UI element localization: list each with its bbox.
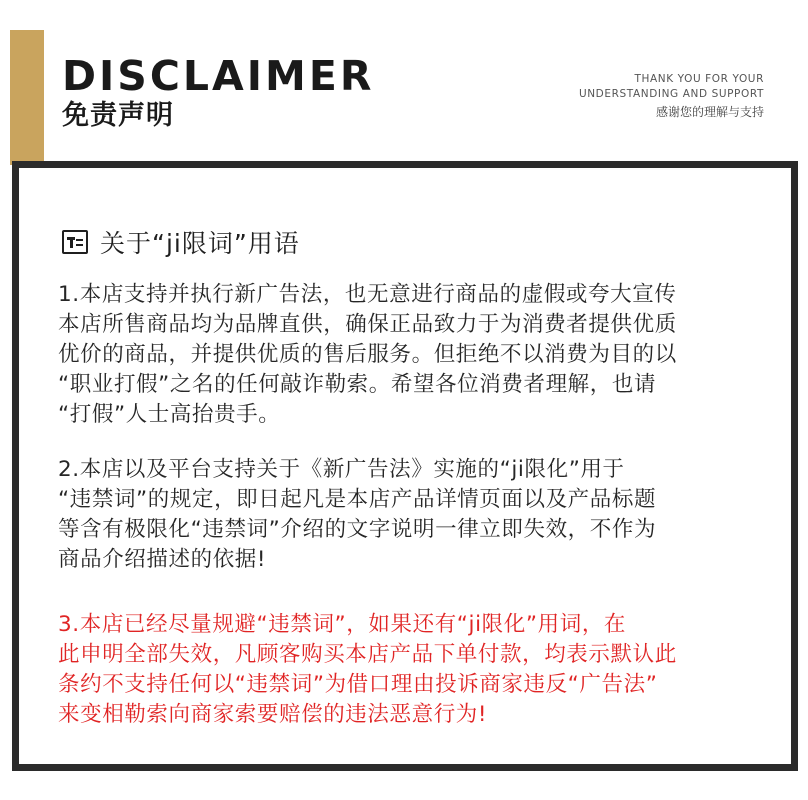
section-title: 关于“ji限词”用语 [100, 229, 300, 258]
paragraph-line: 来变相勒索向商家索要赔偿的违法恶意行为! [58, 702, 488, 727]
paragraph-line: 商品介绍描述的依据! [58, 547, 267, 572]
page-title-en: DISCLAIMER [62, 52, 375, 100]
paragraph-line: 条约不支持任何以“违禁词”为借口理由投诉商家违反“广告法” [58, 672, 658, 697]
paragraph-2 [58, 455, 782, 575]
disclaimer-frame [12, 161, 798, 771]
paragraph-line: 1.本店支持并执行新广告法，也无意进行商品的虚假或夸大宣传 [58, 282, 677, 307]
paragraph-line: 优价的商品，并提供优质的售后服务。但拒绝不以消费为目的以 [58, 342, 677, 367]
paragraph-line: “违禁词”的规定，即日起凡是本店产品详情页面以及产品标题 [58, 487, 657, 512]
text-format-icon [62, 230, 88, 254]
thanks-en-line1: THANK YOU FOR YOUR [634, 73, 764, 85]
paragraph-line: “职业打假”之名的任何敲诈勒索。希望各位消费者理解，也请 [58, 372, 657, 397]
thanks-block [579, 72, 764, 121]
paragraph-1 [58, 280, 782, 430]
page-title-cn: 免责声明 [62, 100, 174, 131]
paragraph-3-warning [58, 610, 782, 730]
paragraph-line: “打假”人士高抬贵手。 [58, 402, 281, 427]
paragraph-line: 此申明全部失效，凡顾客购买本店产品下单付款，均表示默认此 [58, 642, 677, 667]
paragraph-line: 2.本店以及平台支持关于《新广告法》实施的“ji限化”用于 [58, 457, 625, 482]
thanks-en-line2: UNDERSTANDING AND SUPPORT [578, 88, 764, 100]
paragraph-line: 本店所售商品均为品牌直供，确保正品致力于为消费者提供优质 [58, 312, 677, 337]
thanks-cn: 感谢您的理解与支持 [655, 105, 764, 119]
gold-accent-bar [10, 30, 44, 165]
section-heading [62, 224, 300, 260]
paragraph-line: 3.本店已经尽量规避“违禁词”，如果还有“ji限化”用词，在 [58, 612, 627, 637]
paragraph-line: 等含有极限化“违禁词”介绍的文字说明一律立即失效，不作为 [58, 517, 657, 542]
